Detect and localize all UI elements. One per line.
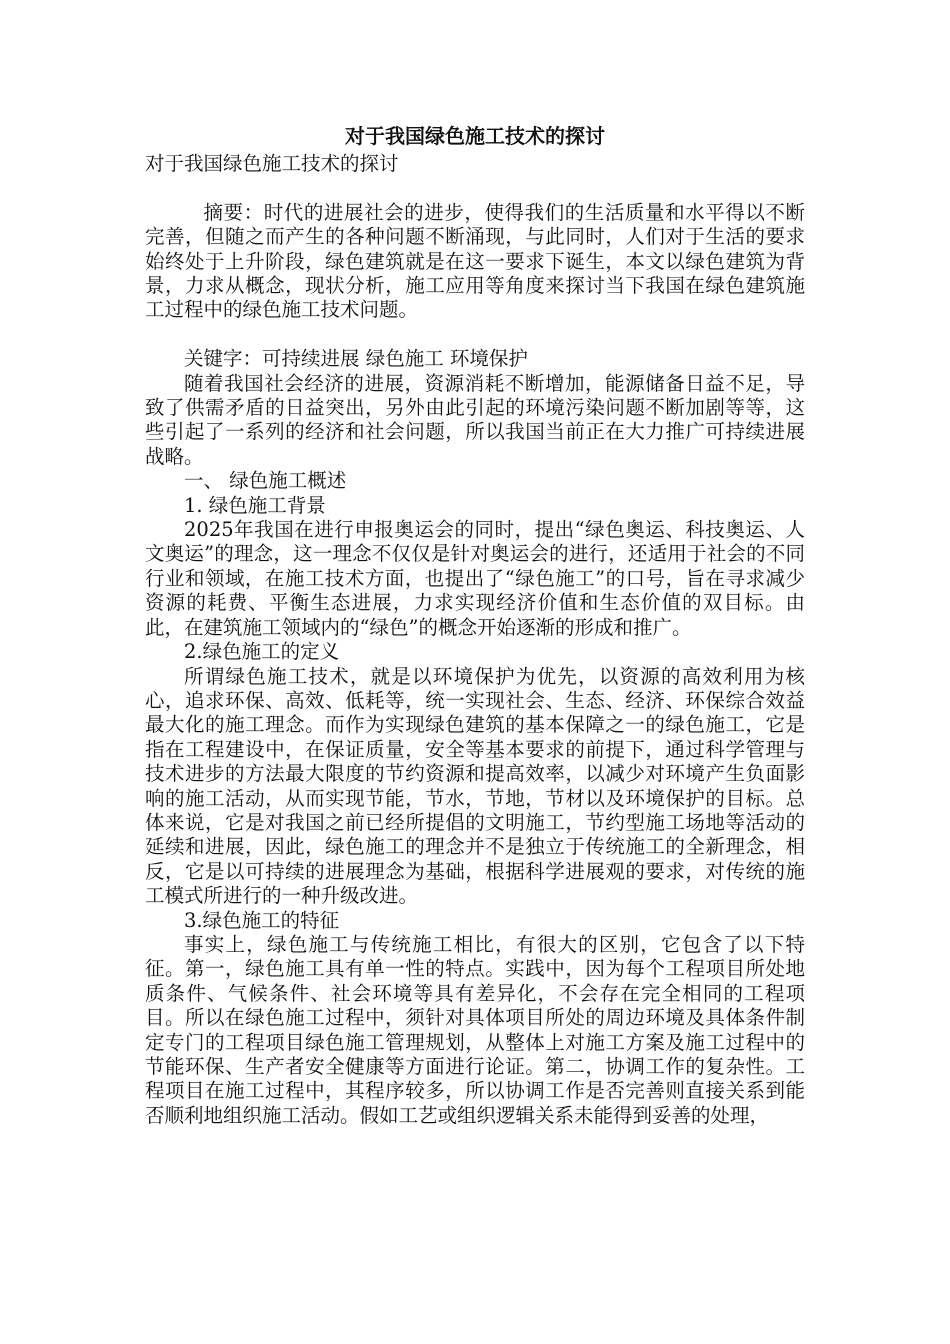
document-title: 对于我国绿色施工技术的探讨 <box>345 124 605 148</box>
blank-line <box>145 323 805 347</box>
section-heading-1: 一、 绿色施工概述 <box>184 469 347 493</box>
intro-paragraph: 随着我国社会经济的进展，资源消耗不断增加，能源储备日益不足，导致了供需矛盾的日益突出，另外由此引起的环境污染问题不断加剧等等，这些引起了一系列的经济和社会问题，所以我国当前正在大力推广可持续进展战略。 <box>145 371 805 468</box>
blank-line <box>145 176 805 200</box>
document-subtitle: 对于我国绿色施工技术的探讨 <box>145 152 399 175</box>
background-paragraph: 2025年我国在进行申报奥运会的同时，提出“绿色奥运、科技奥运、人文奥运”的理念，这一理念不仅仅是针对奥运会的进行，还适用于社会的不同行业和领域，在施工技术方面，也提出了“绿色施工”的口号，旨在寻求减少资源的耗费、平衡生态进展，力求实现经济价值和生态价值的双目标。由此，在建筑施工领域内的“绿色”的概念开始逐渐的形成和推广。 <box>145 518 805 639</box>
document-body <box>145 120 805 1128</box>
abstract-paragraph: 摘要：时代的进展社会的进步，使得我们的生活质量和水平得以不断完善，但随之而产生的各种问题不断涌现，与此同时，人们对于生活的要求始终处于上升阶段，绿色建筑就是在这一要求下诞生，本文以绿色建筑为背景，力求从概念，现状分析，施工应用等角度来探讨当下我国在绿色建筑施工过程中的绿色施工技术问题。 <box>145 200 805 322</box>
keywords-line: 关键字：可持续进展 绿色施工 环境保护 <box>184 347 528 371</box>
subsection-heading-3: 3.绿色施工的特征 <box>184 908 340 932</box>
features-paragraph: 事实上，绿色施工与传统施工相比，有很大的区别，它包含了以下特征。第一，绿色施工具有单一性的特点。实践中，因为每个工程项目所处地质条件、气候条件、社会环境等具有差异化，不会存在完全相同的工程项目。所以在绿色施工过程中，须针对具体项目所处的周边环境及具体条件制定专门的工程项目绿色施工管理规划，从整体上对施工方案及施工过程中的节能环保、生产者安全健康等方面进行论证。第二，协调工作的复杂性。工程项目在施工过程中，其程序较多，所以协调工作是否完善则直接关系到能否顺利地组织施工活动。假如工艺或组织逻辑关系未能得到妥善的处理， <box>145 932 805 1127</box>
definition-paragraph: 所谓绿色施工技术，就是以环境保护为优先，以资源的高效利用为核心，追求环保、高效、低耗等，统一实现社会、生态、经济、环保综合效益最大化的施工理念。而作为实现绿色建筑的基本保障之一的绿色施工，它是指在工程建设中，在保证质量，安全等基本要求的前提下，通过科学管理与技术进步的方法最大限度的节约资源和提高效率，以减少对环境产生负面影响的施工活动，从而实现节能，节水，节地，节材以及环境保护的目标。总体来说，它是对我国之前已经所提倡的文明施工，节约型施工场地等活动的延续和进展，因此，绿色施工的理念并不是独立于传统施工的全新理念，相反，它是以可持续的进展理念为基础，根据科学进展观的要求，对传统的施工模式所进行的一种升级改进。 <box>145 664 805 908</box>
subsection-heading-1: 1. 绿色施工背景 <box>184 493 326 517</box>
subsection-heading-2: 2.绿色施工的定义 <box>184 640 340 664</box>
